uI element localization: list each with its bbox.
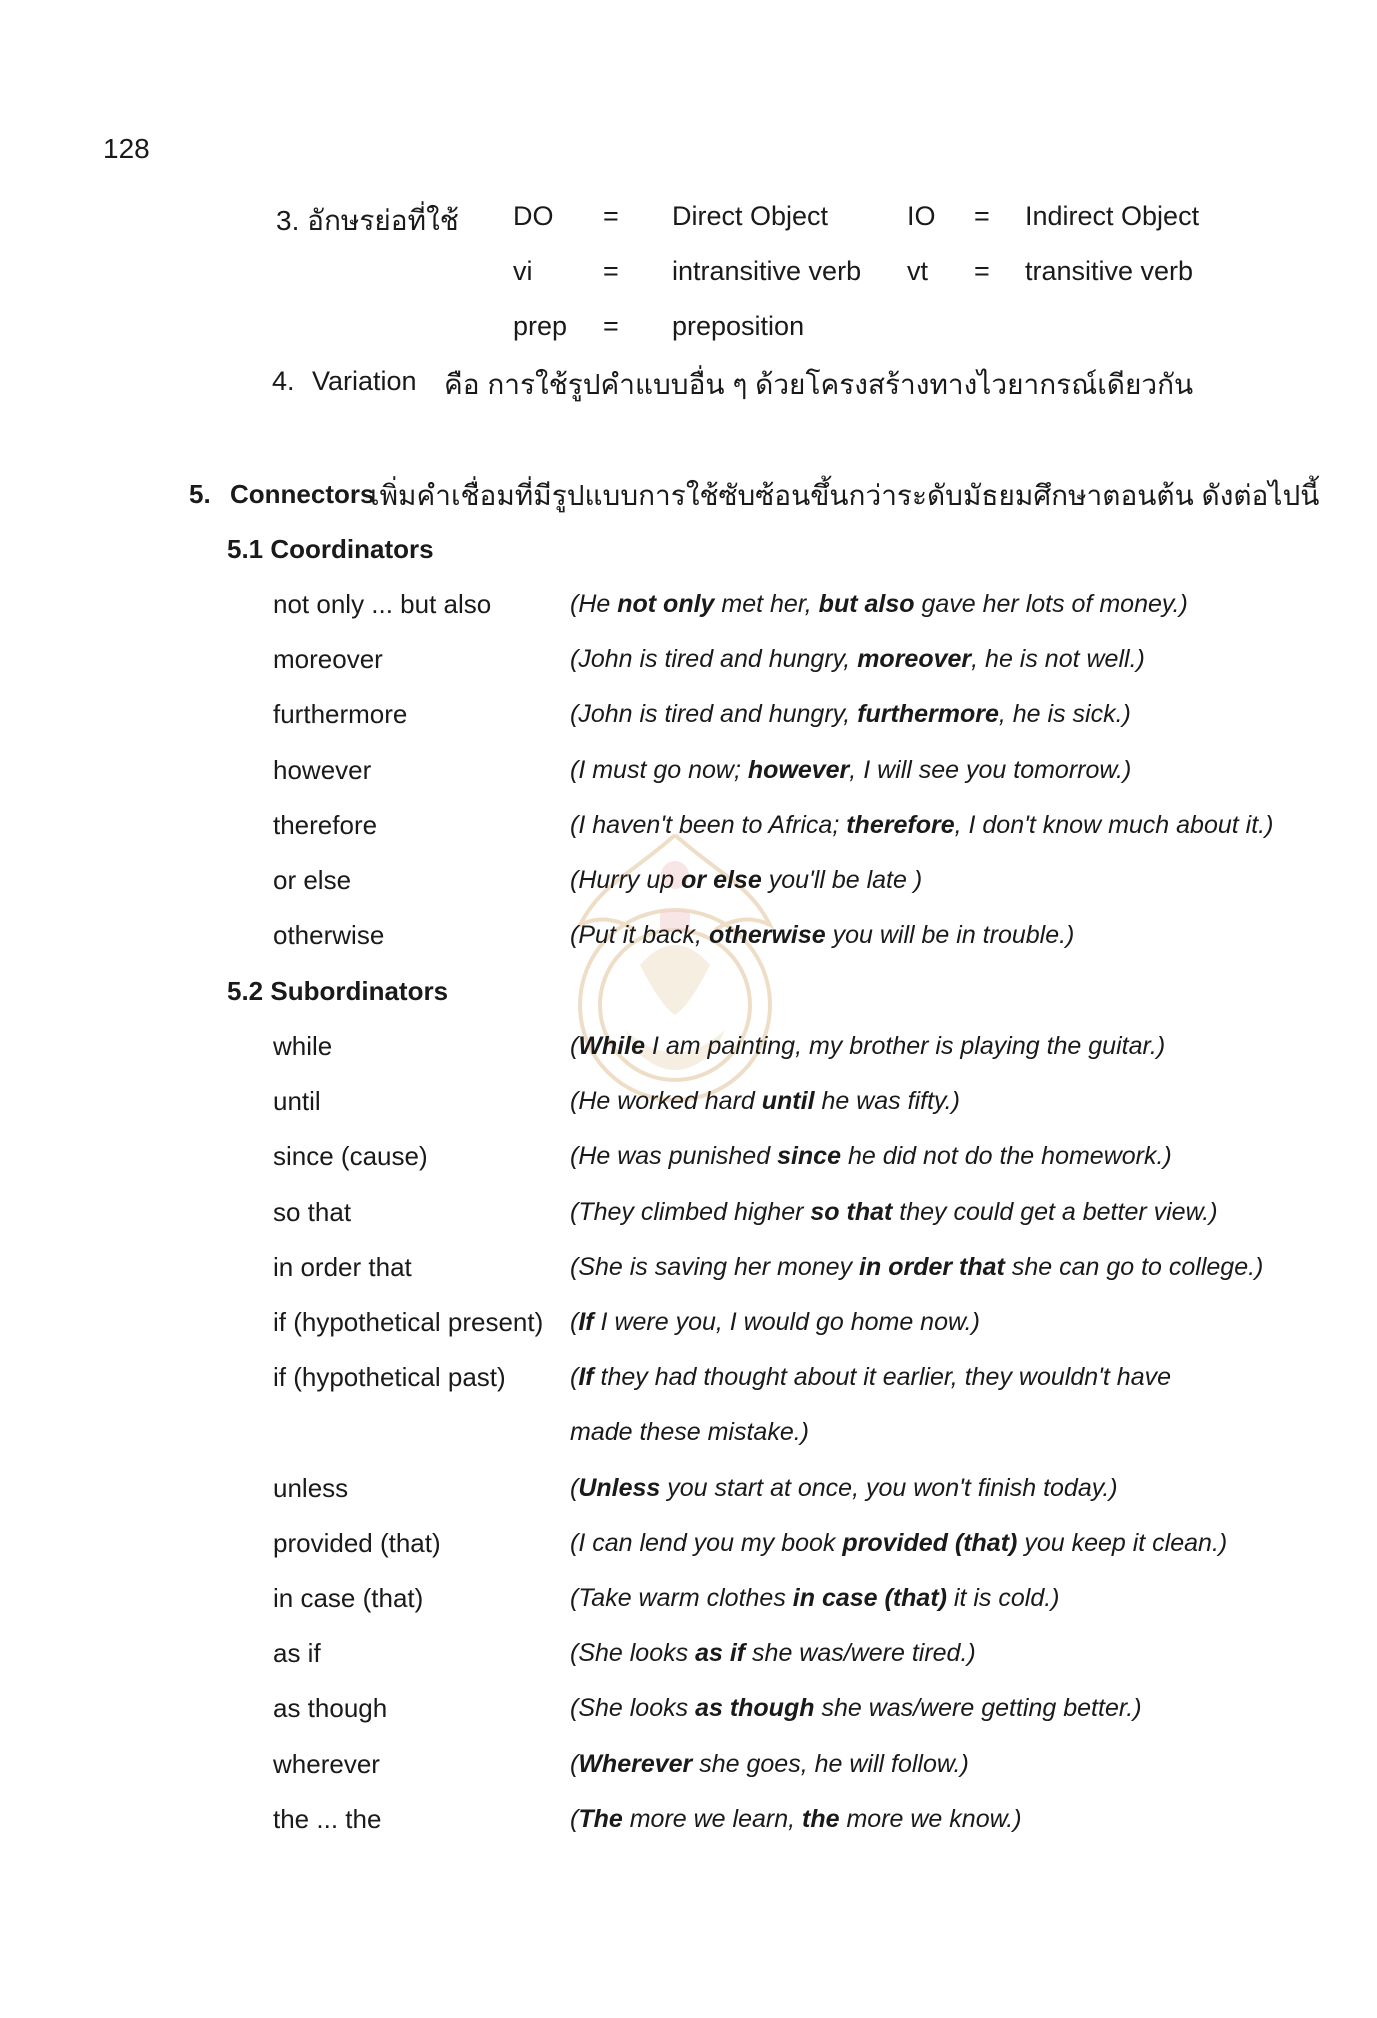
example-keyword: so that bbox=[810, 1197, 893, 1226]
example-text: (Hurry up bbox=[570, 866, 682, 894]
connector-term: in order that bbox=[273, 1251, 412, 1282]
example-keyword: therefore bbox=[846, 810, 955, 839]
abbrev-do: DO bbox=[513, 201, 554, 231]
connector-term: as if bbox=[273, 1638, 321, 1669]
connector-example bbox=[570, 866, 922, 895]
abbrev-eq: = bbox=[603, 256, 619, 286]
abbrev-vi: vi bbox=[513, 256, 533, 286]
example-text: (John is tired and hungry, bbox=[570, 645, 858, 674]
example-keyword: but also bbox=[818, 590, 915, 618]
example-keyword: until bbox=[761, 1087, 815, 1116]
example-text: they had thought about it earlier, they wouldn't have bbox=[593, 1363, 1172, 1392]
example-text: made these mistake.) bbox=[570, 1418, 809, 1447]
example-keyword: Unless bbox=[578, 1473, 661, 1502]
example-keyword: in case (that) bbox=[792, 1584, 947, 1612]
variation-number: 4. bbox=[272, 366, 295, 396]
connector-term: the ... the bbox=[273, 1803, 382, 1834]
example-keyword: Wherever bbox=[578, 1749, 693, 1778]
connector-example bbox=[570, 1032, 1165, 1061]
example-text: (I haven't been to Africa; bbox=[570, 810, 847, 839]
example-text: he did not do the homework.) bbox=[841, 1142, 1172, 1171]
connectors-title: Connectors bbox=[230, 479, 375, 509]
connector-example bbox=[570, 921, 1074, 950]
connectors-number: 5. bbox=[189, 479, 211, 509]
example-keyword: since bbox=[777, 1142, 841, 1171]
example-keyword: or else bbox=[681, 866, 762, 894]
example-text: ( bbox=[570, 1032, 579, 1060]
example-text: , he is not well.) bbox=[971, 645, 1145, 674]
example-keyword: If bbox=[578, 1363, 594, 1392]
example-keyword: furthermore bbox=[857, 700, 999, 729]
connector-term: or else bbox=[273, 865, 352, 895]
connector-term: not only ... but also bbox=[273, 589, 492, 619]
coordinators-heading: 5.1 Coordinators bbox=[227, 534, 434, 564]
connector-term: if (hypothetical present) bbox=[273, 1307, 544, 1337]
example-text: you start at once, you won't finish today.) bbox=[660, 1473, 1118, 1502]
example-text: ( bbox=[570, 1308, 579, 1336]
abbrev-intransitive-verb: intransitive verb bbox=[672, 256, 862, 286]
watermark-seal bbox=[540, 815, 810, 1115]
variation-term: Variation bbox=[312, 366, 417, 396]
example-text: (She looks bbox=[570, 1694, 696, 1723]
example-keyword: in order that bbox=[859, 1252, 1005, 1281]
example-text: (John is tired and hungry, bbox=[570, 700, 858, 729]
connector-example bbox=[570, 1639, 976, 1668]
example-text: , I don't know much about it.) bbox=[954, 810, 1274, 839]
connector-example bbox=[570, 590, 1188, 619]
connectors-description: เพิ่มคำเชื่อมที่มีรูปแบบการใช้ซับซ้อนขึ้นกว่าระดับมัธยมศึกษาตอนต้น ดังต่อไปนี้ bbox=[370, 480, 1320, 511]
example-text: (I can lend you my book bbox=[570, 1528, 843, 1557]
connector-example bbox=[570, 1363, 1171, 1392]
example-text: he was fifty.) bbox=[814, 1087, 960, 1116]
connector-example bbox=[570, 1087, 960, 1116]
example-text: ( bbox=[570, 1473, 579, 1502]
example-text: you will be in trouble.) bbox=[825, 921, 1075, 950]
connector-example bbox=[570, 1418, 809, 1447]
abbrev-eq: = bbox=[974, 201, 990, 231]
example-text: I am painting, my brother is playing the guitar.) bbox=[645, 1032, 1166, 1060]
example-text: you'll be late ) bbox=[761, 866, 923, 894]
abbrev-prep: prep bbox=[513, 311, 568, 341]
connector-term: in case (that) bbox=[273, 1583, 424, 1613]
example-text: (I must go now; bbox=[570, 755, 748, 784]
connector-example bbox=[570, 1584, 1060, 1613]
example-text: I were you, I would go home now.) bbox=[593, 1308, 980, 1336]
example-text: more we learn, bbox=[622, 1804, 803, 1833]
example-keyword: moreover bbox=[857, 645, 972, 674]
connector-term: otherwise bbox=[273, 920, 385, 951]
connector-example bbox=[570, 1805, 1022, 1834]
abbrev-io: IO bbox=[907, 201, 936, 231]
example-text: (She looks bbox=[570, 1639, 696, 1668]
connector-term: wherever bbox=[273, 1748, 380, 1779]
example-keyword: provided (that) bbox=[842, 1528, 1018, 1557]
page-number: 128 bbox=[103, 133, 150, 164]
connector-example bbox=[570, 1142, 1172, 1171]
connector-term: since (cause) bbox=[273, 1141, 428, 1172]
abbrev-eq: = bbox=[974, 256, 990, 286]
connector-example bbox=[570, 1308, 980, 1337]
example-keyword: not only bbox=[617, 590, 715, 618]
example-text: , he is sick.) bbox=[998, 700, 1131, 729]
example-keyword: While bbox=[578, 1032, 645, 1060]
example-text: met her, bbox=[714, 590, 819, 618]
abbrev-eq: = bbox=[603, 311, 619, 341]
connector-term: moreover bbox=[273, 644, 383, 675]
variation-description: คือ การใช้รูปคำแบบอื่น ๆ ด้วยโครงสร้างทางไวยากรณ์เดียวกัน bbox=[444, 369, 1194, 400]
example-text: more we know.) bbox=[839, 1804, 1022, 1833]
example-text: (He bbox=[570, 590, 618, 618]
connector-example bbox=[570, 1750, 969, 1779]
example-text: she goes, he will follow.) bbox=[692, 1749, 969, 1778]
connector-term: furthermore bbox=[273, 699, 408, 730]
connector-example bbox=[570, 1694, 1142, 1723]
connector-term: provided (that) bbox=[273, 1527, 441, 1558]
subordinators-heading: 5.2 Subordinators bbox=[227, 976, 449, 1006]
example-text: ( bbox=[570, 1804, 579, 1833]
example-text: (She is saving her money bbox=[570, 1252, 860, 1281]
connector-term: so that bbox=[273, 1196, 352, 1227]
connector-example bbox=[570, 811, 1273, 840]
example-keyword: the bbox=[802, 1804, 840, 1833]
example-text: they could get a better view.) bbox=[892, 1197, 1218, 1226]
abbrev-indirect-object: Indirect Object bbox=[1025, 201, 1200, 231]
example-text: she can go to college.) bbox=[1004, 1252, 1264, 1281]
abbrev-vt: vt bbox=[907, 256, 929, 286]
abbrev-direct-object: Direct Object bbox=[672, 201, 829, 231]
abbrev-preposition: preposition bbox=[672, 311, 805, 341]
connector-term: while bbox=[273, 1031, 333, 1061]
connector-term: as though bbox=[273, 1693, 388, 1724]
connector-example bbox=[570, 1529, 1227, 1558]
example-text: , I will see you tomorrow.) bbox=[849, 755, 1132, 784]
connector-example bbox=[570, 645, 1145, 674]
example-keyword: as though bbox=[695, 1694, 815, 1723]
example-text: you keep it clean.) bbox=[1017, 1528, 1228, 1557]
example-text: (Put it back, bbox=[570, 921, 709, 950]
example-text: (He was punished bbox=[570, 1142, 778, 1171]
connector-example bbox=[570, 1198, 1218, 1227]
connector-term: if (hypothetical past) bbox=[273, 1362, 506, 1393]
connector-term: however bbox=[273, 754, 372, 785]
example-keyword: otherwise bbox=[708, 921, 826, 950]
example-text: (He worked hard bbox=[570, 1087, 762, 1116]
example-keyword: however bbox=[747, 755, 850, 784]
abbrev-transitive-verb: transitive verb bbox=[1025, 256, 1194, 286]
example-keyword: If bbox=[578, 1308, 594, 1336]
example-text: it is cold.) bbox=[946, 1584, 1060, 1612]
example-text: gave her lots of money.) bbox=[914, 590, 1188, 618]
connector-example bbox=[570, 700, 1131, 729]
example-text: (They climbed higher bbox=[570, 1197, 811, 1226]
connector-term: therefore bbox=[273, 809, 378, 840]
connector-term: until bbox=[273, 1086, 321, 1117]
abbrev-label: 3. อักษรย่อที่ใช้ bbox=[276, 205, 459, 236]
example-text: (Take warm clothes bbox=[570, 1584, 793, 1612]
example-text: she was/were tired.) bbox=[745, 1639, 976, 1668]
example-text: she was/were getting better.) bbox=[814, 1694, 1142, 1723]
example-keyword: as if bbox=[695, 1639, 746, 1668]
example-text: ( bbox=[570, 1363, 579, 1392]
example-text: ( bbox=[570, 1749, 579, 1778]
connector-term: unless bbox=[273, 1472, 349, 1503]
connector-example bbox=[570, 756, 1131, 785]
abbrev-eq: = bbox=[603, 201, 619, 231]
example-keyword: The bbox=[578, 1804, 623, 1833]
connector-example bbox=[570, 1253, 1263, 1282]
connector-example bbox=[570, 1474, 1118, 1503]
